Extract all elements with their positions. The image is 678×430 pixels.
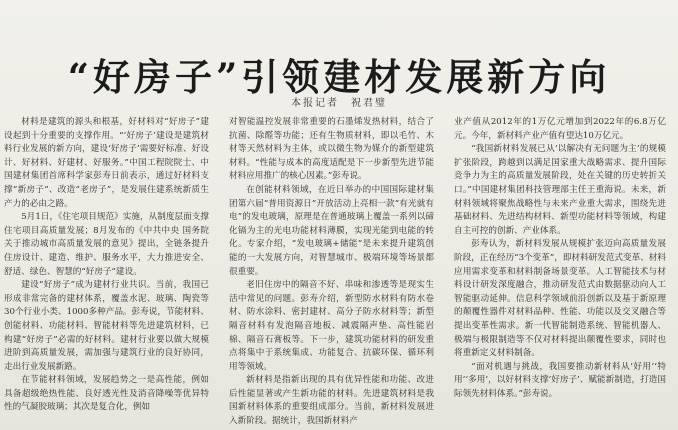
paragraph: “我国新材料发展已从‘以解决有无问题为主’的规模扩张阶段，跨越到以满足国家重大战略需求、提升国际竞争力为主的高质量发展阶段，处在关键的历史转折关口。”中国建材集团科技管理部主任王重海说。未来，新材料领域将聚焦战略性与未来产业重大需求，围绕先进基础材料、先进结构材料、新型功能材料等领域，构建自主可控的创新、产业体系。 [454,144,666,236]
paragraph: 彭寿认为，新材料发展从规模扩张迈向高质量发展阶段，正在经历“3个变革”，即材料研发范式变革、材料应用需求变革和材料制备场景变革。人工智能技术与材料设计研发深度融合，推动研发范式由数据驱动向人工智能驱动延伸。信息科学领域前沿创新以及基于新原理的颠覆性器件对材料品种、性能、功能以及交叉融合等提出变革性需求。新一代智能制造系统、智能机器人、极端与极限制造等不仅对材料提出颠覆性要求，同时也将重新定义材料制备。 [454,239,666,359]
paragraph: 建设“好房子”成为建材行业共识。当前，我国已形成非常完备的建材体系，覆盖水泥、玻璃、陶瓷等30个行业小类、1000多种产品。彭寿说，节能材料、创能材料、功能材料、智能材料等先进建筑材料，已构建“好房子”必需的好材料。建材行业要以做大规模进阶到高质量发展，需加强与建筑行业的良好协同，走出行业发展新路。 [4,280,209,372]
article-column-3 [454,116,666,428]
article-column-1 [4,116,209,428]
article-column-2 [229,116,434,428]
paragraph: 5月1日，《住宅项目规范》实施，从制度层面支撑住宅项目高质量发展；8月发布的《中共中央 国务院关于推动城市高质量发展的意见》提出，全链条提升住房设计、建造、维护、服务水平，大力推进安全、舒适、绿色、智慧的“好房子”建设。 [4,212,209,277]
paragraph: “面对机遇与挑战，我国要推动新材料从‘好用’‘特用’‘多用’，以好材料支撑‘好房子’、赋能新制造，打造国际领先材料体系。”彭寿说。 [454,361,666,399]
paragraph: 在节能材料领域，发展趋势之一是高性能，例如具备超级绝热性能、良好透光性及消音降噪等优异特性的气凝胶玻璃；其次是复合化，例如 [4,375,209,413]
paragraph: 材料是建筑的源头和根基，好材料对“好房子”建设起到十分重要的支撑作用。“‘好房子’建设是建筑材料行业发展的新方向，建设‘好房子’需要好标准、好设计、好材料、好建材、好服务。”中国工程院院士、中国建材集团首席科学家彭寿日前表示，通过好材料支撑“新房子”、改造“老房子”，是发展住建系统新质生产力的必由之路。 [4,117,209,209]
paragraph: 业产值从2012年的1万亿元增加到2022年的6.8万亿元。今年，新材料产业产值有望达10万亿元。 [454,117,666,141]
paragraph: 在创能材料领域，在近日举办的中国国际建材集团第六届“普用资源日”开放活动上亮相一款“有光就有电”的发电玻璃，原理是在普通玻璃上覆盖一系列以碲化镉为主的光电功能材料薄膜，实现光能到电能的转化。专家介绍，“发电玻璃+储能”是未来提升建筑创能的一大发展方向，对智慧城市、极端环境等场景都很重要。 [229,184,434,277]
paragraph: 对智能温控发展非常重要的石墨烯发热材料，结合了抗菌、除醛等功能；还有生物质材料，即以毛竹、木材等天然材料为主体，或以微生物为媒介的新型建筑材料。“性能与成本的高度适配是下一步新型先进节能材料应用推广的核心因素。”彭寿说。 [229,117,434,182]
article-headline: “好房子”引领建材发展新方向 [67,54,611,99]
paragraph: 新材料是指新出现的具有优异性能和功能、改进后性能显著或产生新功能的材料。先进建筑材料是我国新材料体系的重要组成部分。当前，新材料发展进入新阶段。据统计，我国新材料产 [229,375,434,427]
paragraph: 老旧住房中的隔音不好、串味和渗透等是现实生活中常见的问题。彭寿介绍，新型防水材料有防水卷材、防水涂料、密封建材、高分子防水材料等；新型隔音材料有发泡隔音地板、减震隔声垫、高性能岩棉、隔音石膏板等。下一步，建筑功能材料的研发重点将集中于系统集成、功能复合、抗碳环保、循环利用等领域。 [229,280,434,372]
article-byline: 本报记者 祝君璧 [291,98,387,109]
